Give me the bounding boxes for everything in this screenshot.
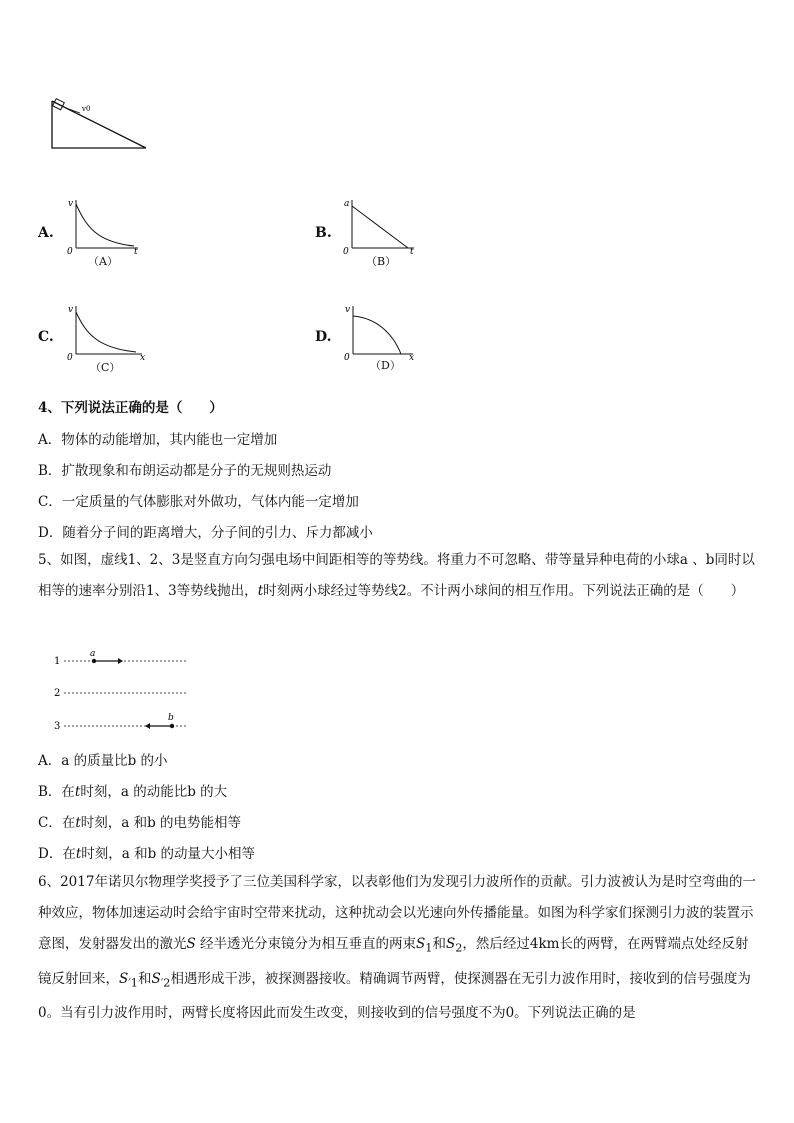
graph-b-y-axis: a: [344, 199, 350, 209]
q5-stem-t: t: [257, 583, 264, 599]
graph-c-origin: 0: [67, 353, 73, 363]
incline-figure: [48, 96, 158, 156]
graph-b-x-axis: t: [410, 247, 414, 257]
graph-d-x-axis: x: [409, 353, 415, 363]
q5-ball-b: [170, 724, 174, 728]
q5-ball-a: [92, 659, 96, 663]
graph-d-caption: （D）: [370, 359, 401, 372]
q6-S: S: [186, 936, 196, 952]
q5-ball-a-label: a: [90, 649, 96, 659]
q4-option-b: B．扩散现象和布朗运动都是分子的无规则热运动: [38, 463, 332, 479]
q5-stem-part1: 5、如图，虚线1、2、3是竖直方向匀强电场中间距相等的等势线。将重力不可忽略、带等量异种电荷的小球a 、b同时以相等的速率分别沿1、3等势线抛出，: [38, 552, 755, 599]
graph-c-x-axis: x: [140, 353, 146, 363]
graph-a-origin: 0: [67, 247, 73, 257]
graph-b-option: B.: [315, 225, 332, 241]
graph-b-curve: [352, 206, 408, 248]
q6-part1: 6、2017年诺贝尔物理学奖授予了三位美国科学家，以表彰他们为发现引力波所作的贡献。引力波被认为是时空弯曲的一种效应，物体加速运动时会给宇宙时空带来扰动，这种扰动会以光速向外传播能量。如图为科学家们探测引力波的装置示意图，发射器发出的激光: [38, 874, 756, 952]
q5-stem-part2: 时刻两小球经过等势线2。不计两小球间的相互作用。下列说法正确的是（ ）: [263, 583, 745, 599]
graph-c: [64, 302, 150, 364]
q5-line1-label: 1: [54, 656, 61, 667]
graph-c-y-axis: v: [68, 305, 74, 315]
q5-stem: [38, 545, 760, 607]
q5-option-d: D．在t时刻，a 和b 的动量大小相等: [38, 846, 256, 862]
graph-d-origin: 0: [344, 353, 350, 363]
q4-option-d: D．随着分子间的距离增大，分子间的引力、斥力都减小: [38, 525, 373, 541]
graph-d: [341, 302, 421, 364]
graph-a-curve: [76, 204, 134, 246]
graph-a-caption: （A）: [88, 255, 118, 268]
q5-option-a: A．a 的质量比b 的小: [38, 753, 168, 769]
v0-arrow: [66, 108, 80, 113]
q5-line3-label: 3: [54, 721, 61, 732]
graph-a-option: A.: [38, 225, 54, 241]
v0-label: v0: [82, 105, 91, 113]
graph-b: [340, 196, 422, 258]
graph-b-caption: （B）: [366, 255, 397, 268]
graph-c-caption: （C）: [90, 361, 121, 374]
q5-figure: [50, 648, 200, 736]
q5-option-b: B．在t时刻，a 的动能比b 的大: [38, 784, 228, 800]
q6-part4: 相遇形成干涉，被探测器接收。精确调节两臂，使探测器在无引力波作用时，接收到的信号强度为0。当有引力波作用时，两臂长度将因此而发生改变，则接收到的信号强度不为0。下列说法正确的是: [38, 970, 751, 1022]
q4-stem: 4、下列说法正确的是（ ）: [38, 400, 223, 416]
q4-option-c: C．一定质量的气体膨胀对外做功，气体内能一定增加: [38, 494, 359, 510]
q6-part3: ，然后经过4km长的两臂，在两臂端点处经反射镜反射回来，: [38, 936, 749, 987]
q6-part2: 经半透光分束镜分为相互垂直的两束: [195, 936, 417, 952]
q4-option-a: A．物体的动能增加，其内能也一定增加: [38, 432, 278, 448]
graph-a-x-axis: t: [134, 247, 138, 257]
graph-d-curve: [353, 316, 401, 354]
q5-option-c: C．在t时刻，a 和b 的电势能相等: [38, 815, 242, 831]
graph-d-y-axis: v: [345, 305, 351, 315]
graph-a-y-axis: v: [68, 199, 74, 209]
graph-c-option: C.: [38, 329, 54, 345]
graph-d-option: D.: [315, 329, 332, 345]
graph-c-curve: [76, 312, 136, 352]
q5-ball-b-label: b: [168, 713, 174, 723]
q6-stem: 6、2017年诺贝尔物理学奖授予了三位美国科学家，以表彰他们为发现引力波所作的贡献。引力波被认为是时空弯曲的一种效应，物体加速运动时会给宇宙时空带来扰动，这种扰动会以光速向外传播能量。如图为科学家们探测引力波的装置示意图，发射器发出的激光S 经半透光分束镜分为相互垂直的两束$S_1$和$S_2$，然后经过4km长的两臂，在两臂端点处经反射镜反射回来，$S_{'1}$和$S_{'2}$相遇形成干涉，被探测器接收。精确调节两臂，使探测器在无引力波作用时，接收到的信号强度为0。当有引力波作用时，两臂长度将因此而发生改变，则接收到的信号强度不为0。下列说法正确的是: [38, 874, 756, 1022]
q5-line2-label: 2: [54, 688, 61, 699]
graph-a: [64, 196, 146, 258]
graph-b-origin: 0: [343, 247, 349, 257]
